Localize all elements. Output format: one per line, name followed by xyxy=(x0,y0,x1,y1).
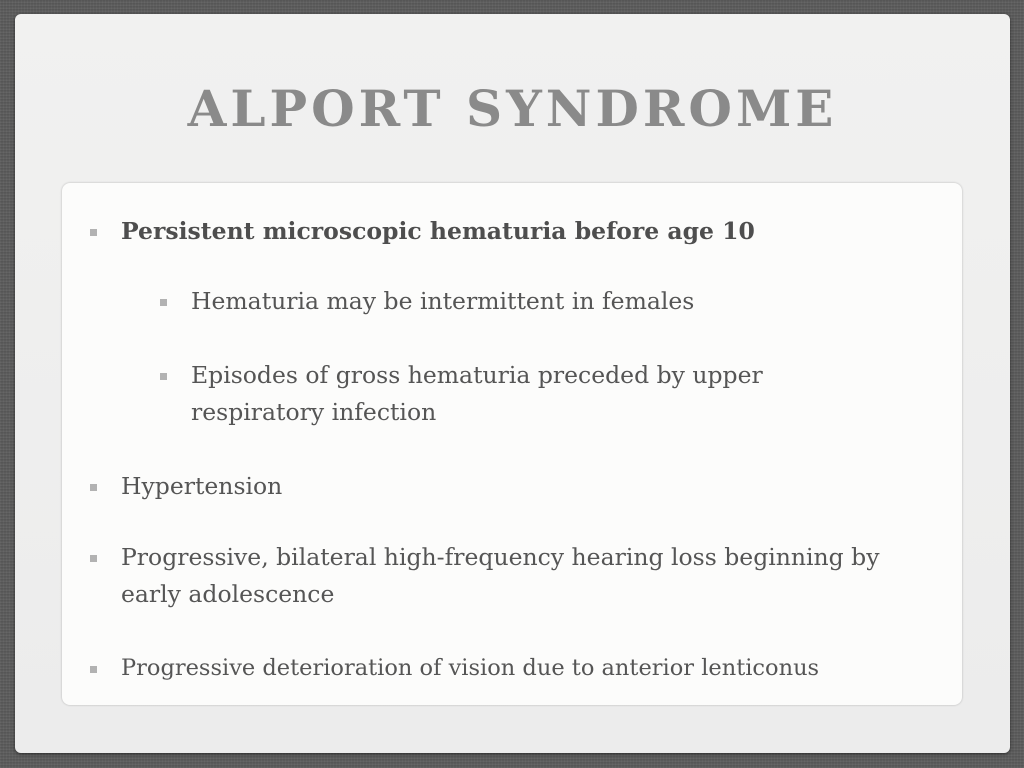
bullet-marker-icon xyxy=(160,299,167,306)
bullet-marker-icon xyxy=(90,229,97,236)
bullet-text: Progressive deterioration of vision due to anterior lenticonus xyxy=(121,655,820,681)
bullet-marker-icon xyxy=(90,666,97,673)
bullet-text: Hypertension xyxy=(121,472,283,500)
bullet-text: Progressive, bilateral high-frequency hearing loss beginning by early adolescence xyxy=(121,543,880,608)
content-box xyxy=(62,183,962,705)
bullet-marker-icon xyxy=(90,484,97,491)
slide xyxy=(15,14,1010,753)
bullet-text: Episodes of gross hematuria preceded by upper respiratory infection xyxy=(191,361,763,426)
slide-title: ALPORT SYNDROME xyxy=(187,79,838,138)
bullet-text: Hematuria may be intermittent in females xyxy=(191,287,695,315)
bullet-marker-icon xyxy=(160,373,167,380)
bullet-marker-icon xyxy=(90,555,97,562)
bullet-text: Persistent microscopic hematuria before age 10 xyxy=(121,217,755,245)
